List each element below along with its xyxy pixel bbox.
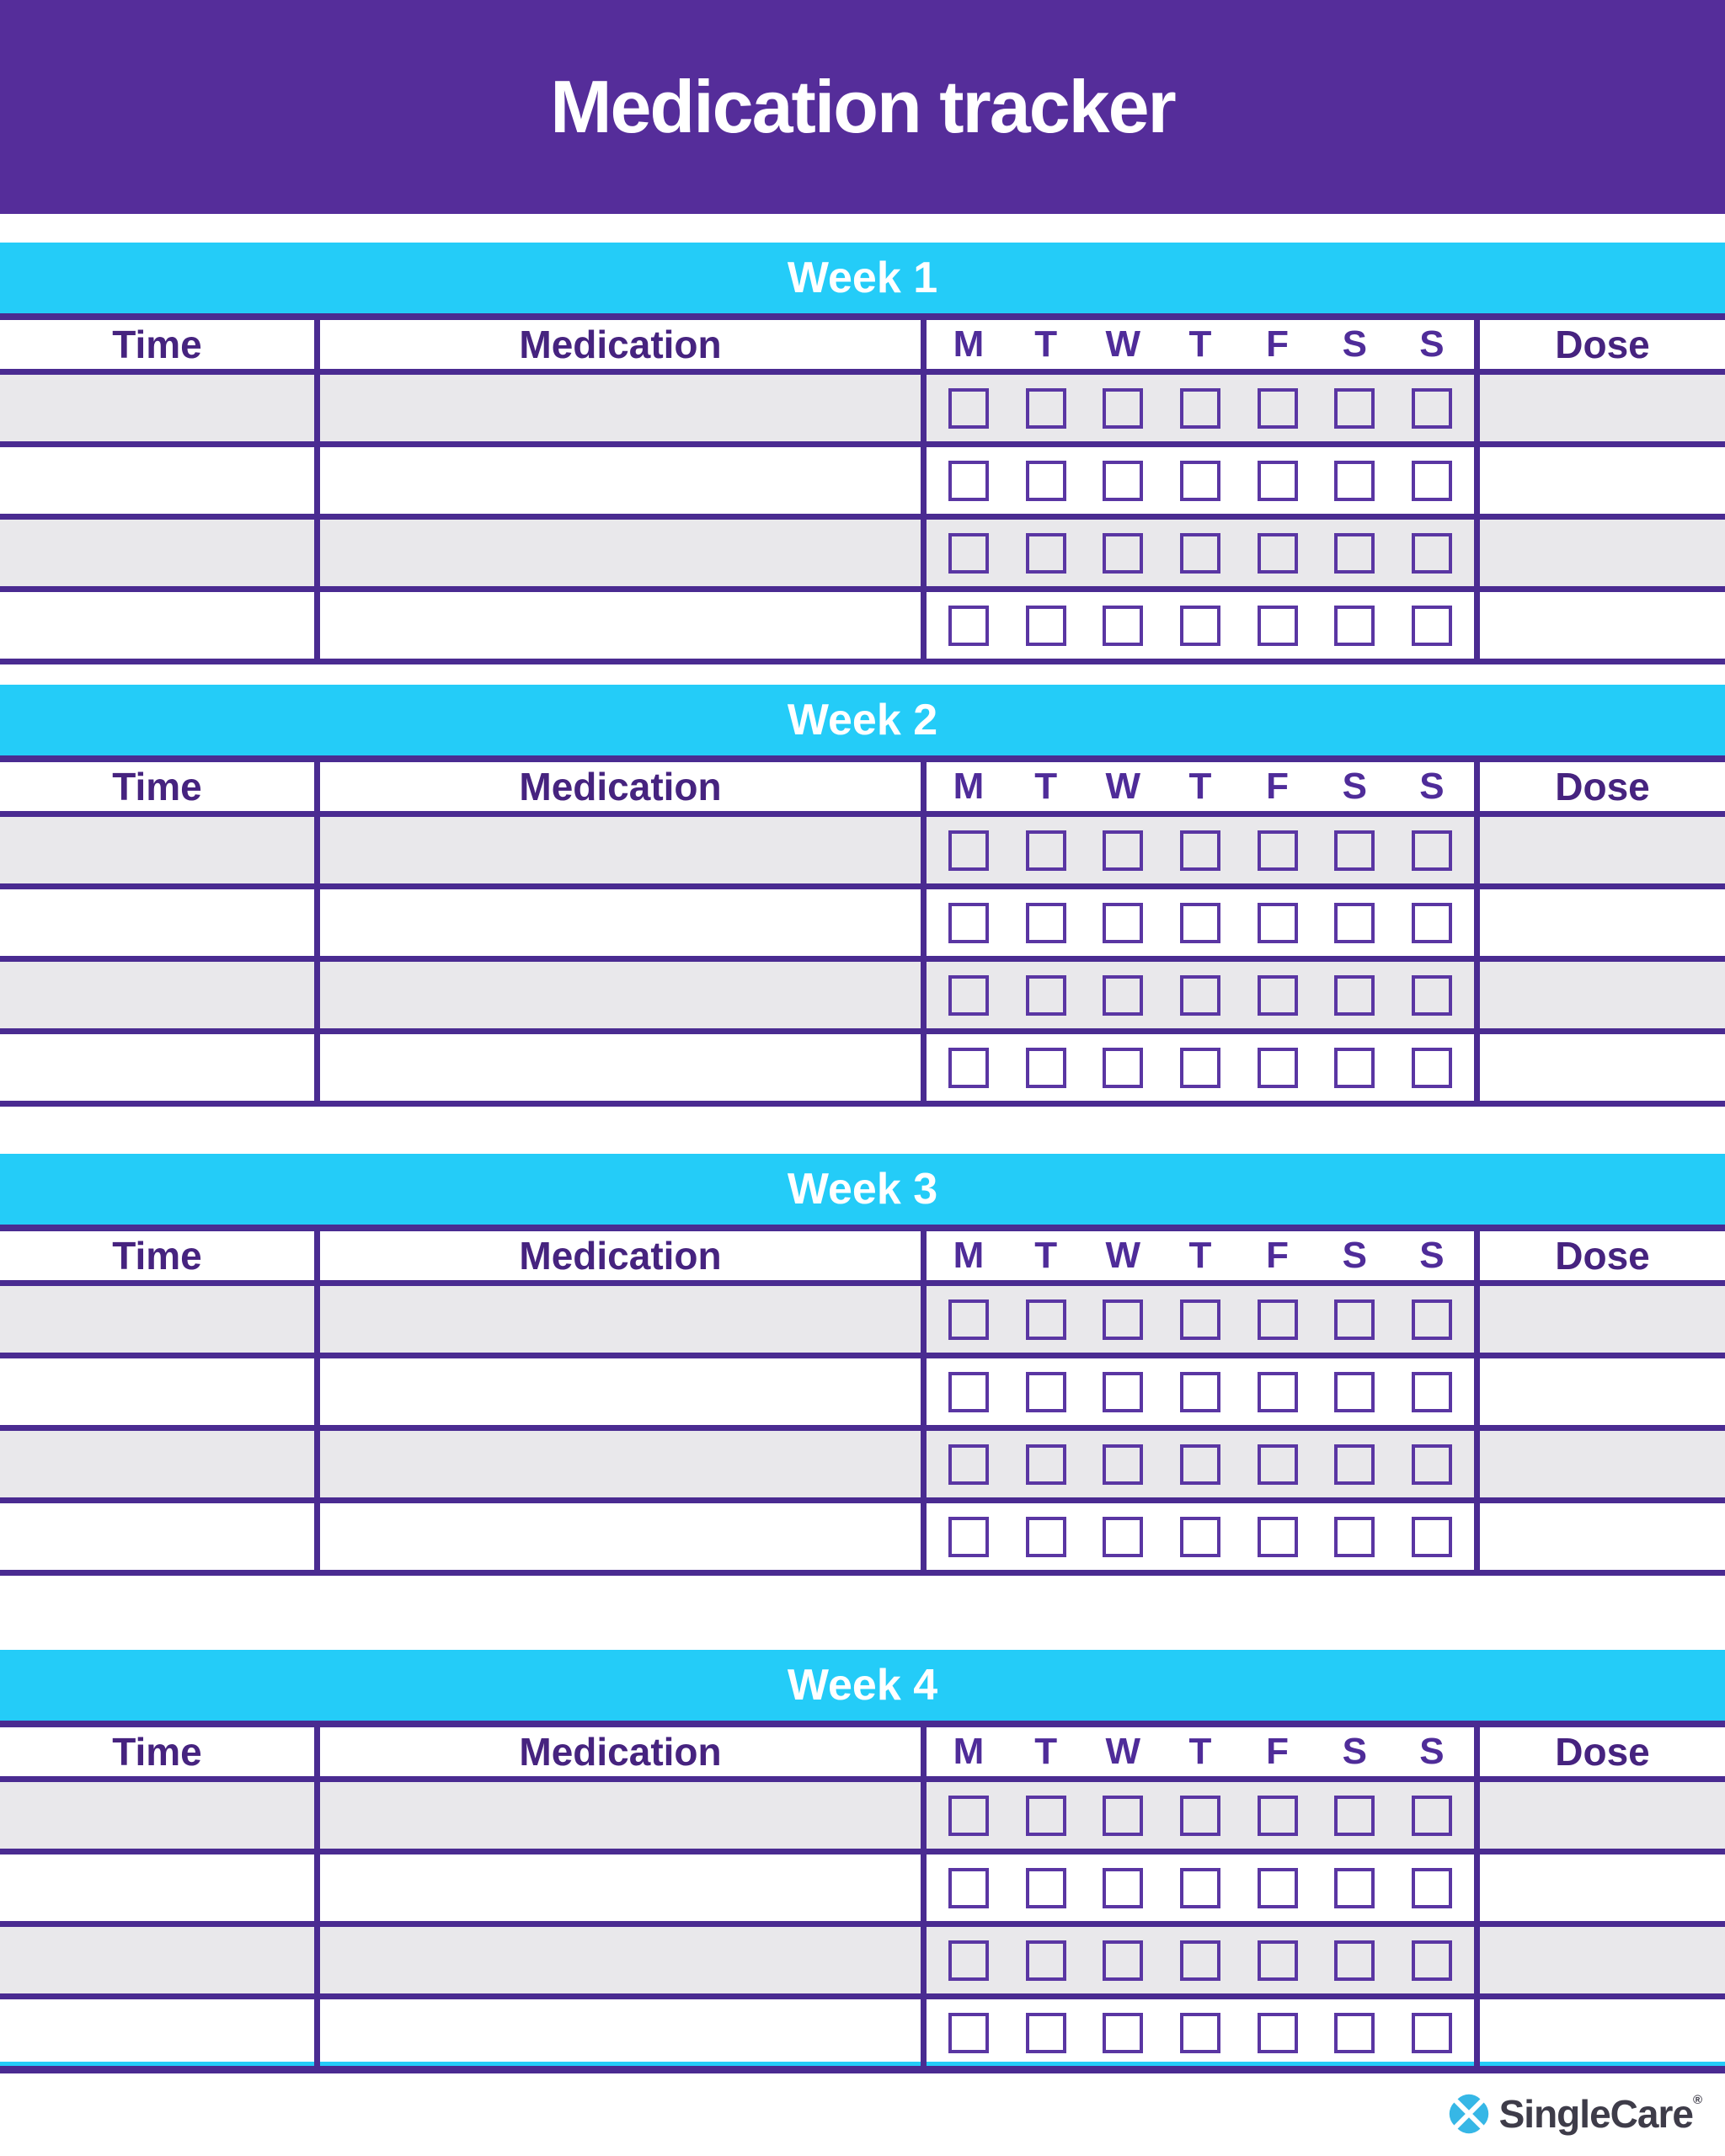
day-checkbox[interactable] <box>1258 1048 1298 1088</box>
column-header-row <box>0 762 1725 817</box>
footer <box>0 2073 1725 2154</box>
day-checkbox[interactable] <box>1026 1796 1066 1836</box>
time-field[interactable] <box>0 817 314 883</box>
column-header-row <box>0 1231 1725 1286</box>
day-checkbox[interactable] <box>1026 1940 1066 1981</box>
week-3-section <box>0 1154 1725 1576</box>
medication-field[interactable] <box>314 1927 921 1993</box>
day-checkbox[interactable] <box>1180 830 1220 871</box>
day-checkbox[interactable] <box>1334 1299 1375 1340</box>
time-field[interactable] <box>0 1927 314 1993</box>
day-checkbox-group <box>921 1358 1474 1425</box>
medication-field[interactable] <box>314 889 921 956</box>
day-checkbox[interactable] <box>1026 903 1066 943</box>
day-checkbox[interactable] <box>1334 533 1375 574</box>
day-checkbox[interactable] <box>1258 903 1298 943</box>
week-1-banner <box>0 243 1725 320</box>
day-checkbox[interactable] <box>1180 1372 1220 1412</box>
day-letter: S <box>1342 766 1367 807</box>
day-checkbox[interactable] <box>1180 1940 1220 1981</box>
tracker-row <box>0 375 1725 447</box>
time-field[interactable] <box>0 1854 314 1921</box>
time-field[interactable] <box>0 592 314 659</box>
day-checkbox[interactable] <box>1103 1299 1143 1340</box>
day-checkbox[interactable] <box>1103 2013 1143 2053</box>
day-checkbox[interactable] <box>1258 1372 1298 1412</box>
day-checkbox[interactable] <box>1334 1796 1375 1836</box>
medication-field[interactable] <box>314 520 921 586</box>
day-checkbox[interactable] <box>1412 903 1452 943</box>
day-checkbox[interactable] <box>1103 1048 1143 1088</box>
time-field[interactable] <box>0 1034 314 1101</box>
day-checkbox[interactable] <box>1412 533 1452 574</box>
day-checkbox[interactable] <box>948 830 989 871</box>
day-checkbox[interactable] <box>1103 388 1143 429</box>
day-checkbox-group <box>921 520 1474 586</box>
time-field[interactable] <box>0 1286 314 1353</box>
day-checkbox-group <box>921 1286 1474 1353</box>
day-checkbox[interactable] <box>948 975 989 1016</box>
day-letter: M <box>953 766 985 807</box>
dose-field[interactable] <box>1474 962 1725 1028</box>
day-letter: F <box>1266 1235 1290 1276</box>
day-checkbox[interactable] <box>1412 830 1452 871</box>
column-header-row <box>0 320 1725 375</box>
singlecare-logo <box>1449 2092 1701 2136</box>
column-header-dose: Dose <box>1474 1231 1725 1280</box>
day-checkbox[interactable] <box>1180 2013 1220 2053</box>
week-title: Week 3 <box>787 1165 938 1214</box>
day-checkbox[interactable] <box>1412 1372 1452 1412</box>
dose-field[interactable] <box>1474 889 1725 956</box>
day-letter: M <box>953 323 985 365</box>
day-checkbox[interactable] <box>948 2013 989 2053</box>
dose-field[interactable] <box>1474 1854 1725 1921</box>
tracker-row <box>0 1854 1725 1927</box>
day-checkbox-group <box>921 1503 1474 1570</box>
day-checkbox[interactable] <box>948 1299 989 1340</box>
day-checkbox[interactable] <box>1412 461 1452 501</box>
day-checkbox-group <box>921 1782 1474 1849</box>
day-checkbox[interactable] <box>1258 461 1298 501</box>
day-letter: T <box>1034 323 1058 365</box>
day-checkbox[interactable] <box>1180 1796 1220 1836</box>
day-letter: T <box>1188 1731 1212 1772</box>
day-checkbox[interactable] <box>948 903 989 943</box>
medication-field[interactable] <box>314 1782 921 1849</box>
dose-field[interactable] <box>1474 1286 1725 1353</box>
day-checkbox[interactable] <box>1334 388 1375 429</box>
day-checkbox[interactable] <box>948 461 989 501</box>
day-checkbox[interactable] <box>1180 533 1220 574</box>
dose-field[interactable] <box>1474 1782 1725 1849</box>
day-checkbox[interactable] <box>1026 1372 1066 1412</box>
day-checkbox[interactable] <box>1412 606 1452 646</box>
day-checkbox[interactable] <box>1258 1517 1298 1557</box>
day-checkbox[interactable] <box>1258 1444 1298 1485</box>
dose-field[interactable] <box>1474 1999 1725 2066</box>
dose-field[interactable] <box>1474 447 1725 514</box>
page-title: Medication tracker <box>550 65 1175 148</box>
medication-field[interactable] <box>314 1358 921 1425</box>
day-checkbox[interactable] <box>1180 903 1220 943</box>
week-3-banner <box>0 1154 1725 1231</box>
tracker-row <box>0 962 1725 1034</box>
day-checkbox[interactable] <box>1334 2013 1375 2053</box>
day-checkbox[interactable] <box>1334 1444 1375 1485</box>
day-letter: T <box>1188 1235 1212 1276</box>
day-checkbox[interactable] <box>1180 1048 1220 1088</box>
brand-name: SingleCare® <box>1498 2092 1701 2136</box>
day-checkbox[interactable] <box>1180 975 1220 1016</box>
day-checkbox-group <box>921 375 1474 441</box>
day-letter: W <box>1105 323 1141 365</box>
day-checkbox[interactable] <box>1412 975 1452 1016</box>
day-checkbox[interactable] <box>1334 1372 1375 1412</box>
day-checkbox-group <box>921 1431 1474 1497</box>
day-checkbox[interactable] <box>948 1517 989 1557</box>
week-4-section <box>0 1650 1725 2073</box>
tracker-row <box>0 592 1725 664</box>
day-checkbox[interactable] <box>1412 2013 1452 2053</box>
tracker-row <box>0 889 1725 962</box>
day-checkbox[interactable] <box>1258 1868 1298 1908</box>
day-letter: S <box>1419 766 1445 807</box>
tracker-row <box>0 1431 1725 1503</box>
dose-field[interactable] <box>1474 1431 1725 1497</box>
column-header-medication: Medication <box>314 1231 921 1280</box>
day-letter: M <box>953 1235 985 1276</box>
dose-field[interactable] <box>1474 375 1725 441</box>
day-checkbox[interactable] <box>1334 1868 1375 1908</box>
time-field[interactable] <box>0 1999 314 2066</box>
day-letter: S <box>1419 1235 1445 1276</box>
tracker-row <box>0 1358 1725 1431</box>
day-letter: T <box>1034 1731 1058 1772</box>
day-letter: F <box>1266 1731 1290 1772</box>
day-header-group <box>921 1231 1474 1280</box>
day-checkbox-group <box>921 447 1474 514</box>
day-checkbox-group <box>921 1854 1474 1921</box>
week-1-section <box>0 243 1725 664</box>
day-checkbox[interactable] <box>1258 1796 1298 1836</box>
day-checkbox[interactable] <box>1258 975 1298 1016</box>
medication-field[interactable] <box>314 962 921 1028</box>
singlecare-cross-icon <box>1449 2094 1489 2134</box>
day-checkbox[interactable] <box>1103 461 1143 501</box>
tracker-row <box>0 1927 1725 1999</box>
medication-field[interactable] <box>314 1999 921 2066</box>
column-header-row <box>0 1727 1725 1782</box>
tracker-row <box>0 447 1725 520</box>
day-letter: W <box>1105 766 1141 807</box>
medication-field[interactable] <box>314 1286 921 1353</box>
day-checkbox-group <box>921 1034 1474 1101</box>
medication-field[interactable] <box>314 375 921 441</box>
day-checkbox[interactable] <box>1026 1299 1066 1340</box>
time-field[interactable] <box>0 1358 314 1425</box>
day-checkbox[interactable] <box>1103 1796 1143 1836</box>
day-checkbox[interactable] <box>1103 1940 1143 1981</box>
day-checkbox[interactable] <box>1334 903 1375 943</box>
dose-field[interactable] <box>1474 520 1725 586</box>
day-checkbox[interactable] <box>1258 606 1298 646</box>
header-banner <box>0 0 1725 214</box>
tracker-row <box>0 1034 1725 1107</box>
column-header-time: Time <box>112 1234 202 1278</box>
day-checkbox[interactable] <box>1103 1444 1143 1485</box>
day-checkbox[interactable] <box>1026 975 1066 1016</box>
day-checkbox[interactable] <box>1026 388 1066 429</box>
day-checkbox[interactable] <box>948 1796 989 1836</box>
day-checkbox-group <box>921 962 1474 1028</box>
day-checkbox[interactable] <box>1180 1444 1220 1485</box>
day-checkbox[interactable] <box>1180 1517 1220 1557</box>
day-checkbox[interactable] <box>1412 1796 1452 1836</box>
day-letter: T <box>1188 323 1212 365</box>
day-checkbox[interactable] <box>1103 975 1143 1016</box>
dose-field[interactable] <box>1474 592 1725 659</box>
time-field[interactable] <box>0 447 314 514</box>
day-checkbox[interactable] <box>1258 533 1298 574</box>
tracker-row <box>0 1782 1725 1854</box>
column-header-dose: Dose <box>1474 762 1725 811</box>
dose-field[interactable] <box>1474 1503 1725 1570</box>
day-checkbox[interactable] <box>1334 461 1375 501</box>
time-field[interactable] <box>0 962 314 1028</box>
day-checkbox[interactable] <box>1334 830 1375 871</box>
column-header-medication: Medication <box>314 762 921 811</box>
day-header-group <box>921 1727 1474 1776</box>
day-checkbox[interactable] <box>948 1940 989 1981</box>
column-header-time: Time <box>112 323 202 366</box>
dose-field[interactable] <box>1474 1034 1725 1101</box>
column-header-dose: Dose <box>1474 1727 1725 1776</box>
week-title: Week 4 <box>787 1661 938 1710</box>
day-checkbox[interactable] <box>1334 975 1375 1016</box>
day-checkbox[interactable] <box>948 533 989 574</box>
day-checkbox[interactable] <box>1258 830 1298 871</box>
day-checkbox[interactable] <box>1180 388 1220 429</box>
day-checkbox-group <box>921 817 1474 883</box>
day-letter: S <box>1419 323 1445 365</box>
medication-field[interactable] <box>314 592 921 659</box>
day-checkbox[interactable] <box>1412 1299 1452 1340</box>
day-checkbox[interactable] <box>1258 1299 1298 1340</box>
day-checkbox[interactable] <box>948 1372 989 1412</box>
day-letter: F <box>1266 766 1290 807</box>
dose-field[interactable] <box>1474 1358 1725 1425</box>
day-checkbox[interactable] <box>1258 1940 1298 1981</box>
day-checkbox[interactable] <box>1412 1517 1452 1557</box>
time-field[interactable] <box>0 1431 314 1497</box>
day-checkbox[interactable] <box>1103 533 1143 574</box>
day-checkbox[interactable] <box>1258 388 1298 429</box>
week-title: Week 2 <box>787 696 938 744</box>
day-checkbox-group <box>921 1999 1474 2066</box>
day-checkbox[interactable] <box>1026 533 1066 574</box>
time-field[interactable] <box>0 1503 314 1570</box>
day-checkbox[interactable] <box>1412 1048 1452 1088</box>
day-letter: T <box>1188 766 1212 807</box>
day-letter: S <box>1342 1235 1367 1276</box>
day-header-group <box>921 320 1474 369</box>
day-checkbox[interactable] <box>1180 461 1220 501</box>
column-header-dose: Dose <box>1474 320 1725 369</box>
day-checkbox[interactable] <box>1103 606 1143 646</box>
day-checkbox[interactable] <box>948 1048 989 1088</box>
day-checkbox[interactable] <box>1026 606 1066 646</box>
day-letter: S <box>1342 1731 1367 1772</box>
week-2-section <box>0 685 1725 1107</box>
time-field[interactable] <box>0 889 314 956</box>
medication-field[interactable] <box>314 1034 921 1101</box>
day-letter: T <box>1034 1235 1058 1276</box>
column-header-time: Time <box>112 1730 202 1774</box>
tracker-row <box>0 817 1725 889</box>
time-field[interactable] <box>0 1782 314 1849</box>
week-4-banner <box>0 1650 1725 1727</box>
day-checkbox[interactable] <box>1026 461 1066 501</box>
day-checkbox-group <box>921 889 1474 956</box>
day-checkbox[interactable] <box>1103 830 1143 871</box>
time-field[interactable] <box>0 375 314 441</box>
day-checkbox[interactable] <box>1334 1517 1375 1557</box>
day-checkbox[interactable] <box>948 606 989 646</box>
tracker-row <box>0 520 1725 592</box>
day-checkbox[interactable] <box>1412 1868 1452 1908</box>
medication-field[interactable] <box>314 1854 921 1921</box>
day-checkbox[interactable] <box>1412 1940 1452 1981</box>
tracker-row <box>0 1286 1725 1358</box>
day-checkbox-group <box>921 1927 1474 1993</box>
day-checkbox[interactable] <box>1334 606 1375 646</box>
week-title: Week 1 <box>787 253 938 302</box>
column-header-medication: Medication <box>314 320 921 369</box>
day-letter: F <box>1266 323 1290 365</box>
medication-field[interactable] <box>314 817 921 883</box>
trademark-symbol: ® <box>1692 2093 1701 2107</box>
day-checkbox[interactable] <box>1334 1940 1375 1981</box>
week-2-banner <box>0 685 1725 762</box>
tracker-row <box>0 1503 1725 1576</box>
day-checkbox[interactable] <box>1180 606 1220 646</box>
day-checkbox[interactable] <box>1412 1444 1452 1485</box>
day-checkbox[interactable] <box>1026 830 1066 871</box>
day-checkbox-group <box>921 592 1474 659</box>
day-checkbox[interactable] <box>1334 1048 1375 1088</box>
day-checkbox[interactable] <box>1103 1868 1143 1908</box>
day-checkbox[interactable] <box>1103 1517 1143 1557</box>
day-checkbox[interactable] <box>1103 903 1143 943</box>
column-header-time: Time <box>112 765 202 808</box>
tracker-row <box>0 1999 1725 2073</box>
day-checkbox[interactable] <box>1412 388 1452 429</box>
medication-field[interactable] <box>314 1431 921 1497</box>
day-checkbox[interactable] <box>948 388 989 429</box>
day-checkbox[interactable] <box>1026 1868 1066 1908</box>
day-checkbox[interactable] <box>1026 1517 1066 1557</box>
day-letter: T <box>1034 766 1058 807</box>
dose-field[interactable] <box>1474 1927 1725 1993</box>
time-field[interactable] <box>0 520 314 586</box>
day-checkbox[interactable] <box>1026 1048 1066 1088</box>
day-letter: S <box>1342 323 1367 365</box>
day-letter: W <box>1105 1731 1141 1772</box>
day-letter: W <box>1105 1235 1141 1276</box>
day-checkbox[interactable] <box>1258 2013 1298 2053</box>
medication-field[interactable] <box>314 1503 921 1570</box>
day-letter: S <box>1419 1731 1445 1772</box>
dose-field[interactable] <box>1474 817 1725 883</box>
day-checkbox[interactable] <box>1026 1444 1066 1485</box>
day-checkbox[interactable] <box>1180 1299 1220 1340</box>
day-letter: M <box>953 1731 985 1772</box>
day-checkbox[interactable] <box>1103 1372 1143 1412</box>
day-checkbox[interactable] <box>948 1444 989 1485</box>
medication-field[interactable] <box>314 447 921 514</box>
day-header-group <box>921 762 1474 811</box>
day-checkbox[interactable] <box>1026 2013 1066 2053</box>
column-header-medication: Medication <box>314 1727 921 1776</box>
day-checkbox[interactable] <box>948 1868 989 1908</box>
day-checkbox[interactable] <box>1180 1868 1220 1908</box>
